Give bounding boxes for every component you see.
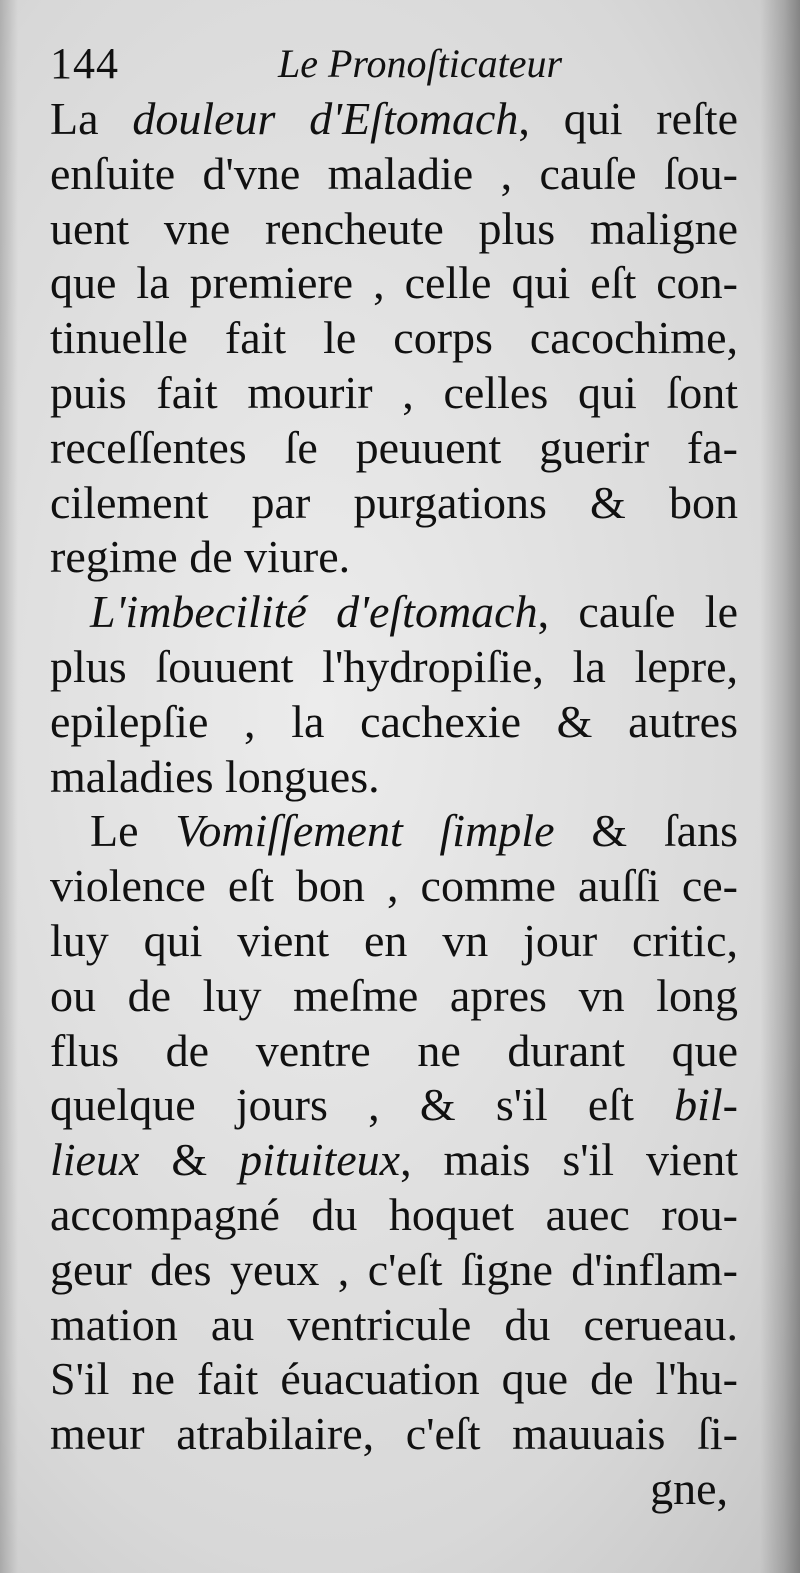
running-head: Le Pronoſticateur [278,41,563,86]
text-line: que la premiere , celle qui eſt con- [50,257,738,309]
body-text [50,92,738,1517]
text-line: ou de luy meſme apres vn long [50,969,738,1021]
page-header [50,38,750,94]
spine-shadow [760,0,800,1573]
text-line: L'imbecilité d'eſtomach, cauſe le [90,586,738,638]
text-line: violence eſt bon , comme auſſi ce- [50,860,738,912]
text-line: Le Vomiſſement ſimple & ſans [90,805,739,857]
text-line: flus de ventre ne durant que [50,1024,738,1076]
text-line: luy qui vient en vn jour critic, [50,914,738,966]
text-line: La douleur d'Eſtomach, qui reſte [50,93,738,144]
text-line: cilement par purgations & bon [50,476,738,528]
text-line: mation au ventricule du cerueau. [50,1298,738,1350]
text-line: gne, [650,1462,728,1514]
text-line: receſſentes ſe peuuent guerir fa- [50,421,738,473]
text-line: tinuelle fait le corps cacochime, [50,312,738,364]
text-line: epilepſie , la cachexie & autres [50,695,738,747]
page-number: 144 [50,39,119,88]
text-line: plus ſouuent l'hydropiſie, la lepre, [50,640,738,692]
text-line: geur des yeux , c'eſt ſigne d'inflam- [50,1243,738,1295]
text-line: accompagné du hoquet auec rou- [50,1188,738,1240]
text-line: uent vne rencheute plus maligne [50,202,738,254]
text-line: enſuite d'vne maladie , cauſe ſou- [50,147,738,199]
text-line: meur atrabilaire, c'eſt mauuais ſi- [50,1408,738,1460]
page-edge-shadow [0,0,18,1573]
text-line: lieux & pituiteux, mais s'il vient [50,1134,739,1186]
text-line: puis fait mourir , celles qui ſont [50,366,738,418]
text-line: quelque jours , & s'il eſt bil- [50,1079,738,1131]
text-line: S'il ne fait éuacuation que de l'hu- [50,1353,738,1405]
text-line: maladies longues. [50,750,380,802]
text-line: regime de viure. [50,531,351,583]
